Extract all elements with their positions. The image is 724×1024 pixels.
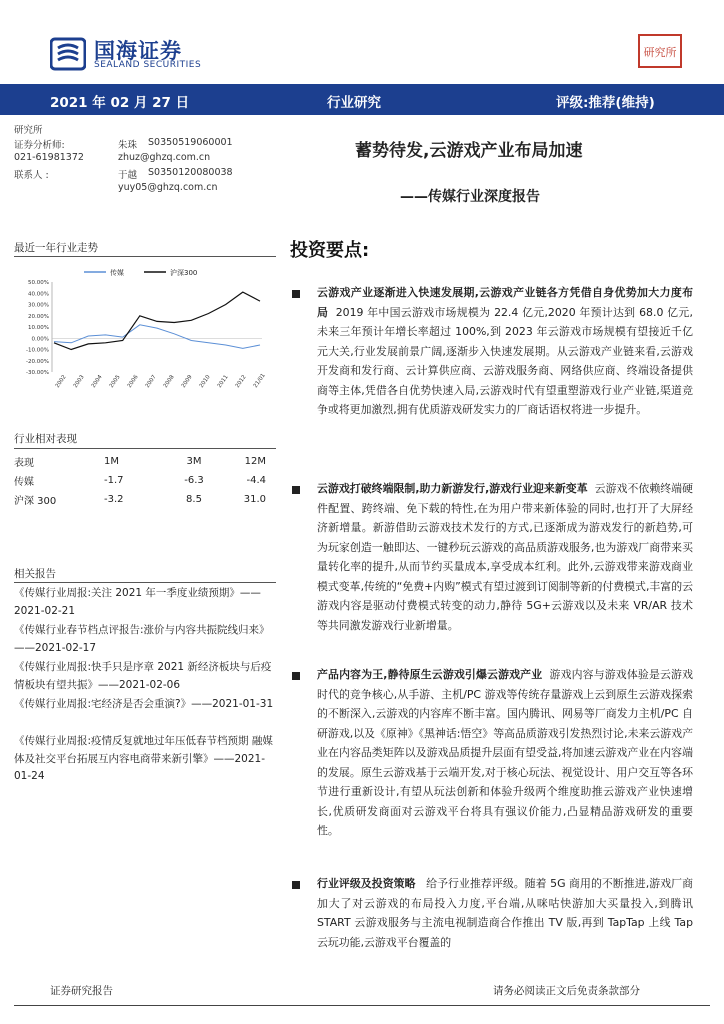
table-header: 12M [244,456,266,467]
key-point-text: 给予行业推荐评级。随着 5G 商用的不断推进,游戏厂商加大了对云游戏的布局投入力度,平台端,从咪咕快游加大买量投入,到腾讯 START 云游戏服务与主流电视制造商合作推出 TV 版,再到 TapTap 上线 Tap 云玩功能,云游戏平台覆盖的 [317,877,693,949]
key-point-2 [317,479,693,635]
divider [14,256,276,257]
x-tick-label: 21/01 [252,372,267,390]
bullet-icon [292,486,300,494]
table-cell: 31.0 [243,494,266,505]
table-header: 3M [186,456,202,467]
legend-label-hs300: 沪深300 [170,269,198,277]
key-point-heading: 行业评级及投资策略 [317,877,416,890]
report-rating: 评级:推荐(维持) [556,95,655,111]
bullet-icon [292,290,300,298]
divider [14,582,276,583]
x-tick-label: 2003 [72,374,86,390]
research-seal-icon [638,34,682,68]
x-tick-label: 2011 [216,374,230,390]
y-tick-label: 0.00% [31,336,49,343]
key-point-heading: 云游戏产业逐渐进入快速发展期,云游戏产业链各方凭借自身优势加大力度布局 [317,286,693,319]
trend-title: 最近一年行业走势 [14,242,98,254]
table-cell: 传媒 [14,477,34,488]
company-name-cn: 国海证券 [94,39,182,63]
table-header-row [14,452,276,471]
table-cell: 8.5 [186,494,202,505]
x-tick-label: 2004 [90,374,104,390]
table-header: 1M [104,456,119,467]
key-point-heading: 云游戏打破终端限制,助力新游发行,游戏行业迎来新变革 [317,482,588,495]
related-report-link[interactable]: 《传媒行业春节档点评报告:涨价与内容共振院线归来》——2021-02-17 [14,624,270,654]
key-point-1 [317,283,693,420]
table-row [14,471,276,490]
performance-table [14,452,276,509]
x-tick-label: 2002 [54,374,68,390]
y-tick-label: 40.00% [28,291,49,298]
report-info-bar [0,84,724,115]
table-cell: -6.3 [184,475,204,486]
key-point-4 [317,874,693,952]
table-cell: -3.2 [104,494,124,505]
bullet-icon [292,881,300,889]
contact-name: 于越 [118,170,138,181]
y-tick-label: -30.00% [26,370,49,376]
table-cell: -1.7 [104,475,124,486]
table-cell: 沪深 300 [14,496,57,507]
related-report-link[interactable]: 《传媒行业周报:宅经济是否会重演?》——2021-01-31 [14,698,274,710]
contact-role: 联系人 : [14,170,49,181]
footer-left: 证券研究报告 [50,985,113,997]
analyst-cert: S0350519060001 [148,137,233,148]
y-tick-label: 20.00% [28,313,49,320]
report-category: 行业研究 [327,95,381,111]
footer-disclaimer: 请务必阅读正文后免责条款部分 [493,985,640,997]
x-tick-label: 2012 [234,374,248,390]
x-tick-label: 2010 [198,374,212,390]
y-tick-label: 10.00% [28,325,49,331]
related-report-link[interactable]: 《传媒行业周报:疫情反复就地过年压低春节档预期 融媒体及社交平台拓展互内容电商带来新引擎》——2021-01-24 [14,735,273,782]
key-points-title: 投资要点: [290,240,370,261]
trend-chart [14,262,276,402]
table-header: 表现 [14,458,34,469]
company-logo-icon [50,36,86,72]
report-date: 2021 年 02 月 27 日 [50,95,190,111]
contact-email[interactable]: yuy05@ghzq.com.cn [118,182,218,193]
y-tick-label: -10.00% [26,347,49,354]
divider [14,448,276,449]
contact-cert: S0350120080038 [148,167,233,178]
key-point-3 [317,665,693,841]
related-report-link[interactable]: 《传媒行业周报:关注 2021 年一季度业绩预期》——2021-02-21 [14,587,261,617]
table-cell: -4.4 [246,475,266,486]
related-title: 相关报告 [14,568,56,580]
footer-divider [14,1005,710,1006]
table-row [14,490,276,509]
bullet-icon [292,672,300,680]
company-name-en: SEALAND SECURITIES [94,60,202,70]
x-tick-label: 2006 [126,374,140,390]
svg-text:研究所: 研究所 [643,46,677,59]
analyst-email[interactable]: zhuz@ghzq.com.cn [118,152,211,163]
analyst-name: 朱珠 [118,140,138,151]
y-tick-label: 30.00% [28,302,49,309]
key-point-text: 游戏内容与游戏体验是云游戏时代的竞争核心,从手游、主机/PC 游戏等传统存量游戏上云到原生云游戏探索的不断深入,云游戏的内容库不断丰富。国内腾讯、网易等厂商发力主机/PC 自研游戏,以及《原神》《黑神话:悟空》等高品质游戏引发热烈讨论,未来云游戏产业在内容品类矩阵以及游戏品质提升层面有望受益,将加速云游戏产业在内容端的发展。原生云游戏基于云端开发,对于核心玩法、视觉设计、用户交互等各环节进行重新设计,有望从玩法创新和体验升级两个维度助推云游戏产业快速增长,优质研发商面对云游戏平台将具有强议价能力,凸显精品游戏研发的重要性。 [317,668,693,837]
analyst-phone: 021-61981372 [14,152,84,163]
dept-label: 研究所 [14,125,43,136]
key-point-text: 云游戏不依赖终端硬件配置、跨终端、免下载的特性,在为用户带来新体验的同时,也打开了大屏经济新增量。新游借助云游戏技术发行的方式,已逐渐成为游戏发行的新趋势,可为玩家创造一触即达、一键秒玩云游戏的高品质游戏服务,也为游戏厂商带来买量转化率的提升,从而节约买量成本,享受成本红利。此外,云游戏带来游戏商业模式变革,传统的“免费+内购”模式有望过渡到订阅制等新的付费模式,丰富的云游戏内容是驱动付费模式转变的动力,静待 5G+云游戏以及未来 VR/AR 技术等共同激发游戏行业新增量。 [317,482,693,632]
report-subtitle: ——传媒行业深度报告 [400,189,540,205]
analyst-role: 证券分析师: [14,140,65,151]
series-line-hs300 [54,292,260,349]
y-tick-label: -20.00% [26,358,49,365]
related-report-link[interactable]: 《传媒行业周报:快手只是序章 2021 新经济板块与后疫情板块有望共振》——2021-02-06 [14,661,272,691]
y-tick-label: 50.00% [28,280,49,286]
report-title: 蓄势待发,云游戏产业布局加速 [355,141,583,161]
x-tick-label: 2005 [108,374,122,390]
key-point-heading: 产品内容为王,静待原生云游戏引爆云游戏产业 [317,668,543,681]
x-tick-label: 2007 [144,374,158,390]
key-point-text: 2019 年中国云游戏市场规模为 22.4 亿元,2020 年预计达到 68.0 亿元,未来三年预计年增长率超过 100%,到 2023 年云游戏市场规模有望接近千亿元大关,行业发展前景广阔,逐渐步入快速发展期。从云游戏产业链来看,云游戏开发商和发行商、云计算供应商、云游戏服务商、网络供应商、终端设备提供商等主体,凭借各自优势快速入局,云游戏时代有望重塑游戏行业产业链,渠道竞争或将更加激烈,拥有优质游戏研发实力的厂商话语权将进一步提升。 [317,305,693,416]
legend-label-media: 传媒 [110,269,124,277]
x-tick-label: 2009 [180,374,194,390]
x-tick-label: 2008 [162,374,176,390]
perf-title: 行业相对表现 [14,433,77,445]
